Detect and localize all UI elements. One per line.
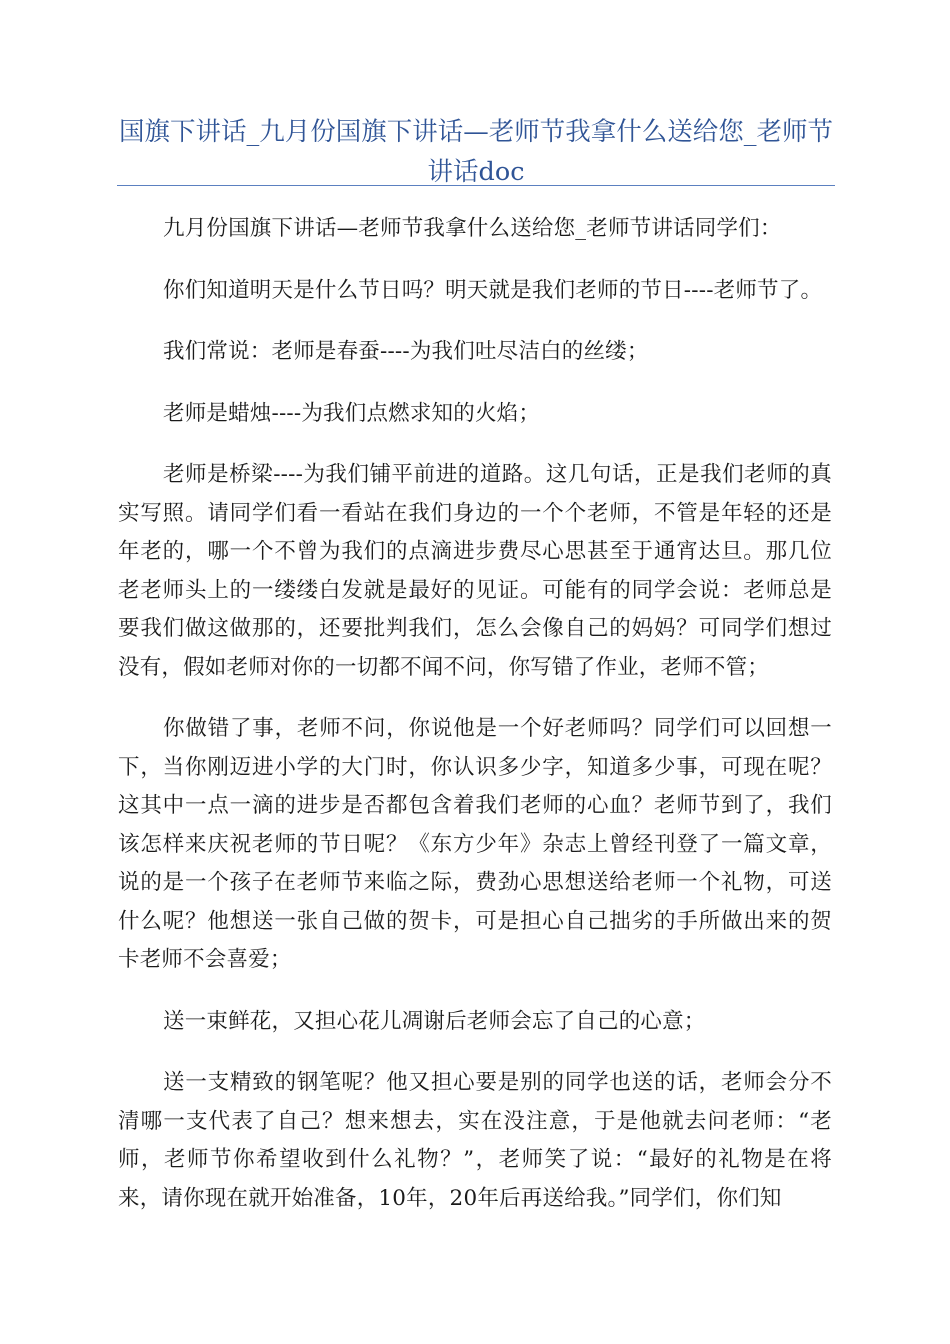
document-title: 国旗下讲话_九月份国旗下讲话—老师节我拿什么送给您_老师节讲话doc xyxy=(118,117,833,187)
paragraph-6: 你做错了事，老师不问，你说他是一个好老师吗？同学们可以回想一下，当你刚迈进小学的大门时，你认识多少字，知道多少事，可现在呢？这其中一点一滴的进步是否都包含着我们老师的心血？老师节到了，我们该怎样来庆祝老师的节日呢？《东方少年》杂志上曾经刊登了一篇文章，说的是一个孩子在老师节来临之际，费劲心思想送给老师一个礼物，可送什么呢？他想送一张自己做的贺卡，可是担心自己拙劣的手所做出来的贺卡老师不会喜爱； xyxy=(118,716,832,972)
paragraph-1: 九月份国旗下讲话—老师节我拿什么送给您_老师节讲话同学们： xyxy=(163,216,782,241)
paragraph-8: 送一支精致的钢笔呢？他又担心要是别的同学也送的话，老师会分不清哪一支代表了自己？想来想去，实在没注意，于是他就去问老师：“老师，老师节你希望收到什么礼物？”，老师笑了说：“最好的礼物是在将来，请你现在就开始准备，10年，20年后再送给我。”同学们，你们知 xyxy=(118,1070,832,1211)
paragraph-2: 你们知道明天是什么节日吗？明天就是我们老师的节日----老师节了。 xyxy=(163,277,823,303)
paragraph-5: 老师是桥梁----为我们铺平前进的道路。这几句话，正是我们老师的真实写照。请同学们看一看站在我们身边的一个个老师，不管是年轻的还是年老的，哪一个不曾为我们的点滴进步费尽心思甚至于通宵达旦。那几位老老师头上的一缕缕白发就是最好的见证。可能有的同学会说：老师总是要我们做这做那的，还要批判我们，怎么会像自己的妈妈？可同学们想过没有，假如老师对你的一切都不闻不问，你写错了作业，老师不管； xyxy=(118,462,832,680)
paragraph-7: 送一束鲜花，又担心花儿凋谢后老师会忘了自己的心意； xyxy=(163,1008,706,1034)
paragraph-3: 我们常说：老师是春蚕----为我们吐尽洁白的丝缕； xyxy=(163,339,649,364)
document-body xyxy=(118,210,832,1241)
title-underline xyxy=(117,185,835,186)
paragraph-4: 老师是蜡烛----为我们点燃求知的火焰； xyxy=(163,400,541,426)
